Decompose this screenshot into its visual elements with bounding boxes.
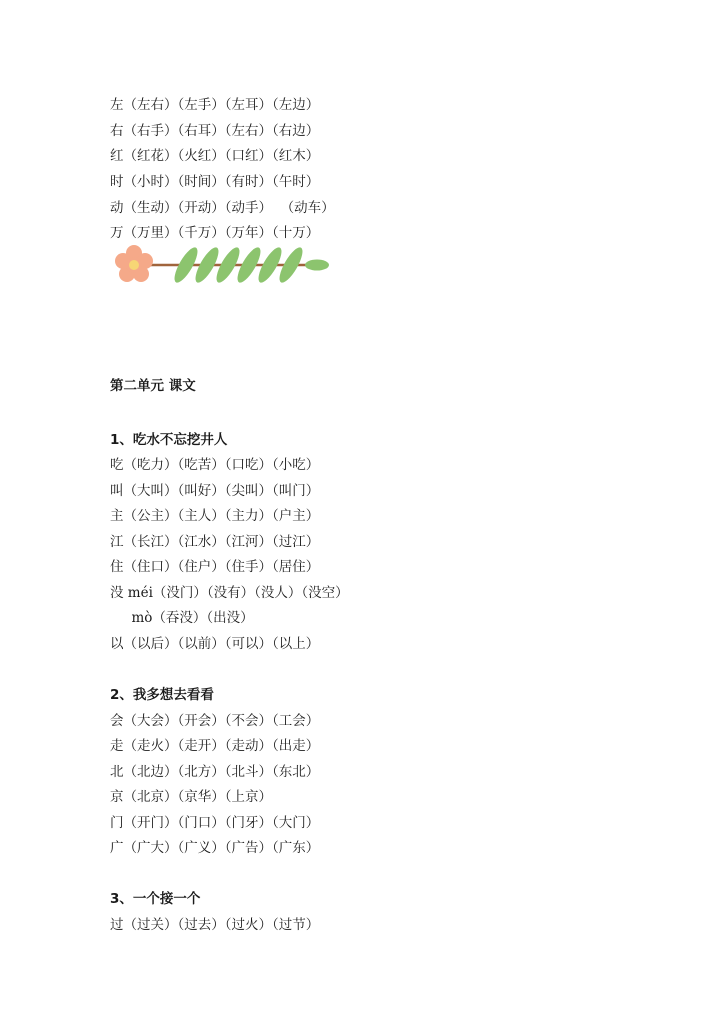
word-line: 没 méi（没门）（没有）（没人）（没空） <box>110 585 349 601</box>
word-line: 门（开门）（门口）（门牙）（大门） <box>110 815 320 831</box>
word-line: 江（长江）（江水）（江河）（过江） <box>110 534 320 550</box>
word-line: 京（北京）（京华）（上京） <box>110 789 272 805</box>
unit-title: 第二单元 课文 <box>110 378 196 394</box>
word-line: 吃（吃力）（吃苦）（口吃）（小吃） <box>110 457 320 473</box>
word-line: 右（右手）（右耳）（左右）（右边） <box>110 123 320 139</box>
word-line: 万（万里）（千万）（万年）（十万） <box>110 225 320 241</box>
word-line: 动（生动）（开动）（动手） （动车） <box>110 200 335 216</box>
word-line: 红（红花）（火红）（口红）（红木） <box>110 148 320 164</box>
word-line: 时（小时）（时间）（有时）（午时） <box>110 174 320 190</box>
word-line: 会（大会）（开会）（不会）（工会） <box>110 713 320 729</box>
lesson-title: 1、吃水不忘挖井人 <box>110 432 228 448</box>
lesson-title: 2、我多想去看看 <box>110 687 214 703</box>
flower-icon <box>115 245 153 282</box>
word-line: 过（过关）（过去）（过火）（过节） <box>110 917 320 933</box>
word-line: 走（走火）（走开）（走动）（出走） <box>110 738 320 754</box>
word-line: 左（左右）（左手）（左耳）（左边） <box>110 97 320 113</box>
word-line: 北（北边）（北方）（北斗）（东北） <box>110 764 320 780</box>
word-line: 叫（大叫）（叫好）（尖叫）（叫门） <box>110 483 320 499</box>
word-line: 住（住口）（住户）（住手）（居住） <box>110 559 320 575</box>
word-line: 以（以后）（以前）（可以）（以上） <box>110 636 320 652</box>
word-line: mò（吞没）（出没） <box>110 610 254 626</box>
lesson-title: 3、一个接一个 <box>110 891 201 907</box>
flower-branch-decoration <box>110 238 335 290</box>
word-line: 主（公主）（主人）（主力）（户主） <box>110 508 320 524</box>
word-line: 广（广大）（广义）（广告）（广东） <box>110 840 320 856</box>
